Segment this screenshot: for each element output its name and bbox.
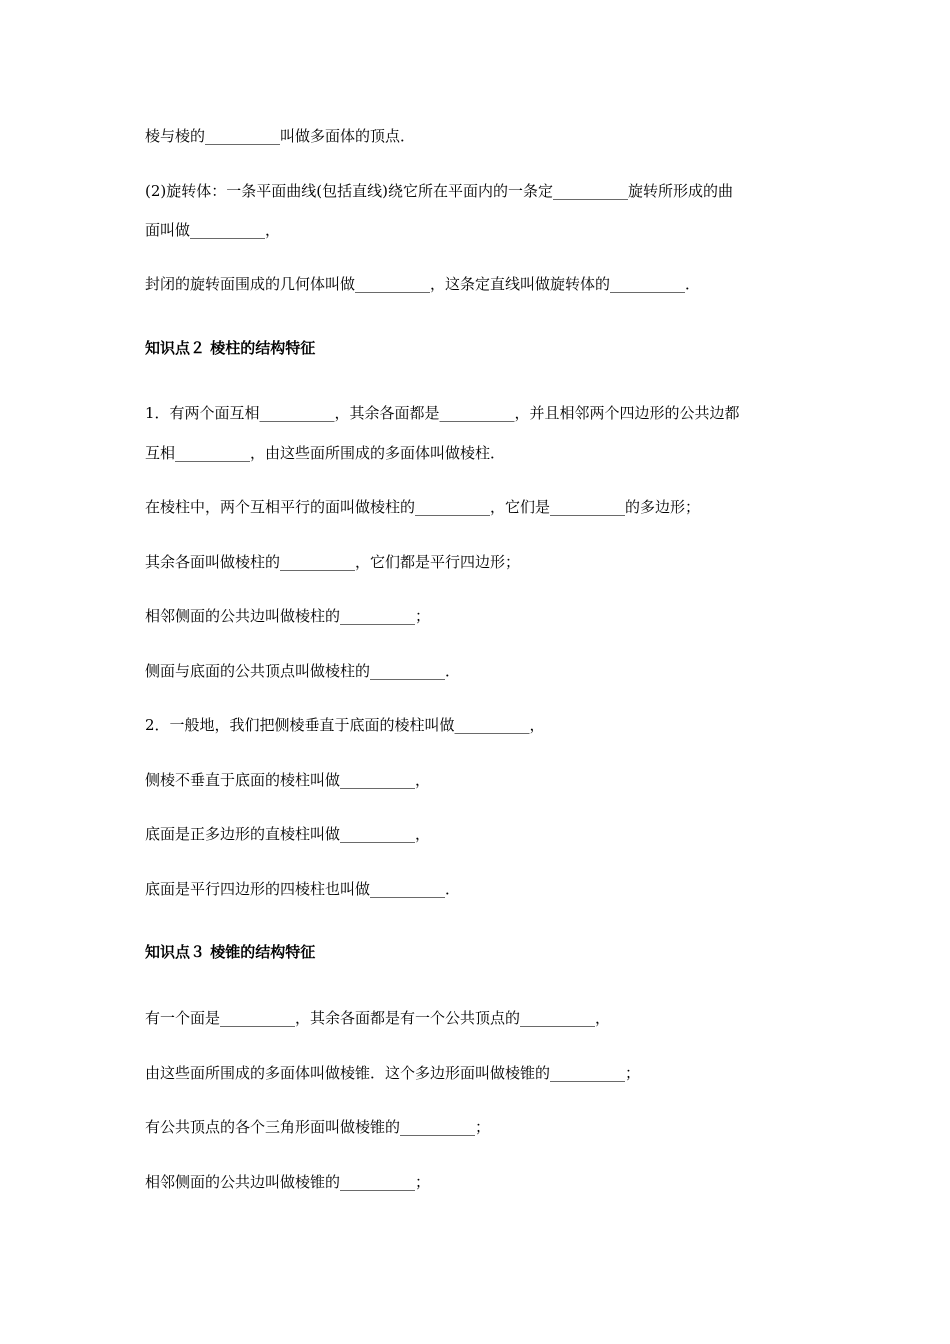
text-line-prism-base: 在棱柱中，两个互相平行的面叫做棱柱的__________，它们是__________的多边形； bbox=[145, 498, 701, 516]
text-line-prism-definition-cont: 互相__________，由这些面所围成的多面体叫做棱柱． bbox=[145, 444, 506, 462]
text-line-rotation-surface: 面叫做__________， bbox=[145, 221, 281, 239]
text-line-pyramid-definition: 有一个面是__________，其余各面都是有一个公共顶点的__________， bbox=[145, 1009, 611, 1027]
text-line-rotation-body: (2)旋转体：一条平面曲线(包括直线)绕它所在平面内的一条定__________旋转所形成的曲 bbox=[145, 182, 733, 200]
text-line-prism-vertex: 侧面与底面的公共顶点叫做棱柱的__________． bbox=[145, 662, 461, 680]
section-heading-prism: 知识点２ 棱柱的结构特征 bbox=[145, 339, 316, 357]
text-line-regular-prism: 底面是正多边形的直棱柱叫做__________， bbox=[145, 825, 431, 843]
text-line-pyramid-side: 有公共顶点的各个三角形面叫做棱锥的__________； bbox=[145, 1118, 491, 1136]
text-line-rotation-solid: 封闭的旋转面围成的几何体叫做__________，这条定直线叫做旋转体的__________． bbox=[145, 275, 701, 293]
text-line-parallelepiped: 底面是平行四边形的四棱柱也叫做__________． bbox=[145, 880, 461, 898]
text-line-prism-definition: 1．有两个面互相__________，其余各面都是__________，并且相邻两个四边形的公共边都 bbox=[145, 404, 740, 422]
text-line-prism-side: 其余各面叫做棱柱的__________，它们都是平行四边形； bbox=[145, 553, 521, 571]
text-line-pyramid-base: 由这些面所围成的多面体叫做棱锥．这个多边形面叫做棱锥的__________； bbox=[145, 1064, 641, 1082]
section-heading-pyramid: 知识点３ 棱锥的结构特征 bbox=[145, 943, 316, 961]
text-line-vertex-definition: 棱与棱的__________叫做多面体的顶点． bbox=[145, 127, 416, 145]
text-line-prism-edge: 相邻侧面的公共边叫做棱柱的__________； bbox=[145, 607, 431, 625]
text-line-oblique-prism: 侧棱不垂直于底面的棱柱叫做__________， bbox=[145, 771, 431, 789]
text-line-right-prism: 2．一般地，我们把侧棱垂直于底面的棱柱叫做__________， bbox=[145, 716, 545, 734]
text-line-pyramid-edge: 相邻侧面的公共边叫做棱锥的__________； bbox=[145, 1173, 431, 1191]
